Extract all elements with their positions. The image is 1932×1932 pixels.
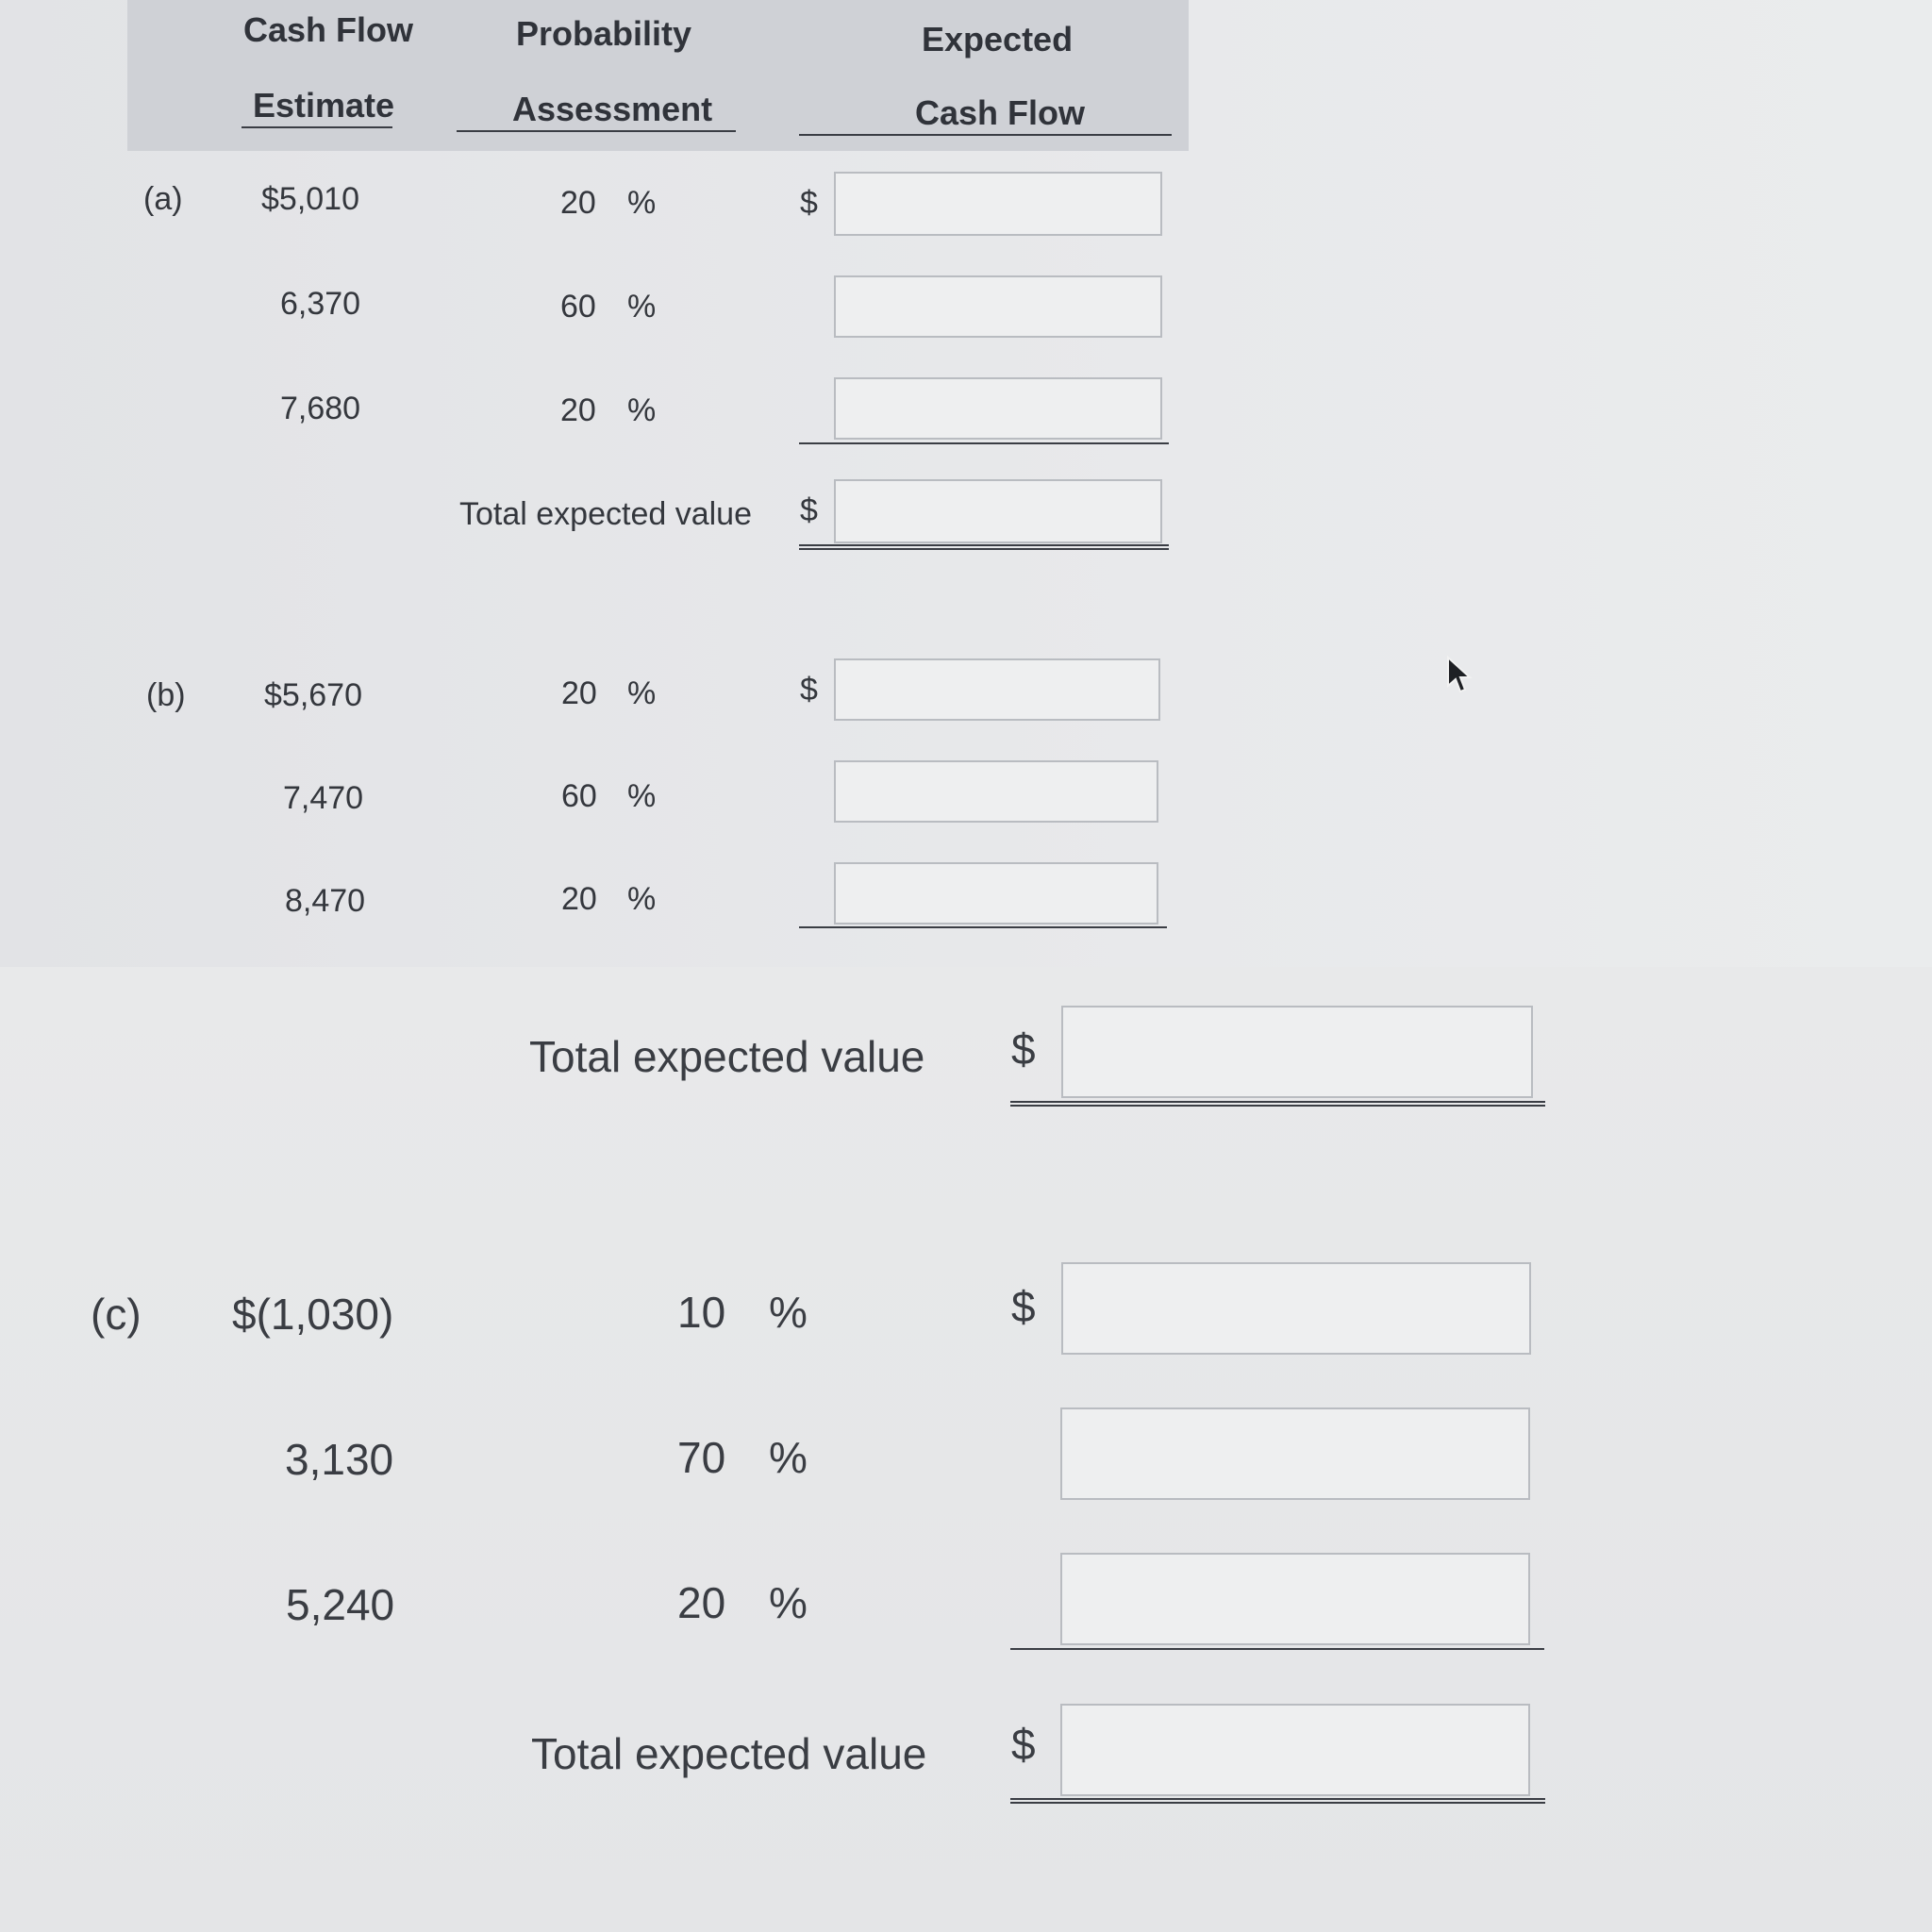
expected-cash-flow-input-a-2[interactable]	[834, 275, 1162, 338]
probability-a-1: 20	[560, 185, 596, 221]
expected-cash-flow-input-c-1[interactable]	[1061, 1262, 1531, 1355]
expected-cash-flow-input-b-2[interactable]	[834, 760, 1158, 823]
percent-sign-b-2: %	[627, 778, 657, 814]
expected-cash-flow-input-b-3[interactable]	[834, 862, 1158, 924]
total-dollar-sign-b: $	[1011, 1024, 1036, 1074]
percent-sign-c-3: %	[769, 1578, 808, 1627]
estimate-a-2: 6,370	[280, 286, 361, 322]
total-expected-value-input-b[interactable]	[1061, 1006, 1533, 1098]
expected-cash-flow-input-a-3[interactable]	[834, 377, 1162, 440]
percent-sign-b-3: %	[627, 881, 657, 917]
header-cash-flow-estimate-line2: Estimate	[253, 86, 395, 125]
percent-sign-a-2: %	[627, 289, 657, 325]
probability-c-1: 10	[677, 1288, 726, 1337]
expected-cash-flow-input-c-2[interactable]	[1060, 1407, 1530, 1500]
estimate-b-1: $5,670	[264, 677, 362, 713]
expected-cash-flow-input-c-3[interactable]	[1060, 1553, 1530, 1645]
dollar-sign-b-1: $	[800, 672, 818, 708]
total-expected-value-label-b: Total expected value	[529, 1032, 925, 1081]
estimate-b-3: 8,470	[285, 883, 366, 919]
total-expected-value-input-c[interactable]	[1060, 1704, 1530, 1796]
total-expected-value-label-a: Total expected value	[459, 496, 752, 532]
estimate-c-1: $(1,030)	[232, 1290, 394, 1339]
estimate-a-3: 7,680	[280, 391, 361, 426]
estimate-a-1: $5,010	[261, 181, 359, 217]
section-label-b: (b)	[146, 677, 186, 713]
estimate-b-2: 7,470	[283, 780, 364, 816]
total-dollar-sign-a: $	[800, 492, 818, 528]
percent-sign-a-3: %	[627, 392, 657, 428]
dollar-sign-c-1: $	[1011, 1282, 1036, 1331]
probability-a-3: 20	[560, 392, 596, 428]
total-double-underline-c	[1010, 1798, 1545, 1804]
section-label-a: (a)	[143, 181, 183, 217]
subtotal-underline-b	[799, 926, 1167, 928]
header-underline-assessment	[457, 130, 736, 132]
expected-cash-flow-input-a-1[interactable]	[834, 172, 1162, 236]
percent-sign-c-1: %	[769, 1288, 808, 1337]
probability-c-2: 70	[677, 1433, 726, 1482]
subtotal-underline-a	[799, 442, 1169, 444]
header-underline-estimate	[242, 126, 392, 128]
header-underline-expected	[799, 134, 1172, 136]
total-double-underline-a	[799, 544, 1169, 550]
header-probability-assessment-line1: Probability	[516, 14, 692, 53]
expected-cash-flow-input-b-1[interactable]	[834, 658, 1160, 721]
probability-a-2: 60	[560, 289, 596, 325]
dollar-sign-a-1: $	[800, 185, 818, 221]
section-label-c: (c)	[91, 1290, 142, 1339]
header-cash-flow-estimate-line1: Cash Flow	[243, 10, 414, 49]
probability-b-3: 20	[561, 881, 597, 917]
probability-b-2: 60	[561, 778, 597, 814]
total-double-underline-b	[1010, 1101, 1545, 1107]
header-probability-assessment-line2: Assessment	[512, 90, 713, 128]
estimate-c-3: 5,240	[286, 1580, 395, 1629]
header-expected-cash-flow-line1: Expected	[922, 20, 1074, 58]
probability-b-1: 20	[561, 675, 597, 711]
percent-sign-a-1: %	[627, 185, 657, 221]
estimate-c-2: 3,130	[285, 1435, 394, 1484]
probability-c-3: 20	[677, 1578, 726, 1627]
total-expected-value-input-a[interactable]	[834, 479, 1162, 543]
total-dollar-sign-c: $	[1011, 1720, 1036, 1769]
total-expected-value-label-c: Total expected value	[531, 1729, 927, 1778]
percent-sign-b-1: %	[627, 675, 657, 711]
header-expected-cash-flow-line2: Cash Flow	[915, 93, 1086, 132]
percent-sign-c-2: %	[769, 1433, 808, 1482]
subtotal-underline-c	[1010, 1648, 1544, 1650]
